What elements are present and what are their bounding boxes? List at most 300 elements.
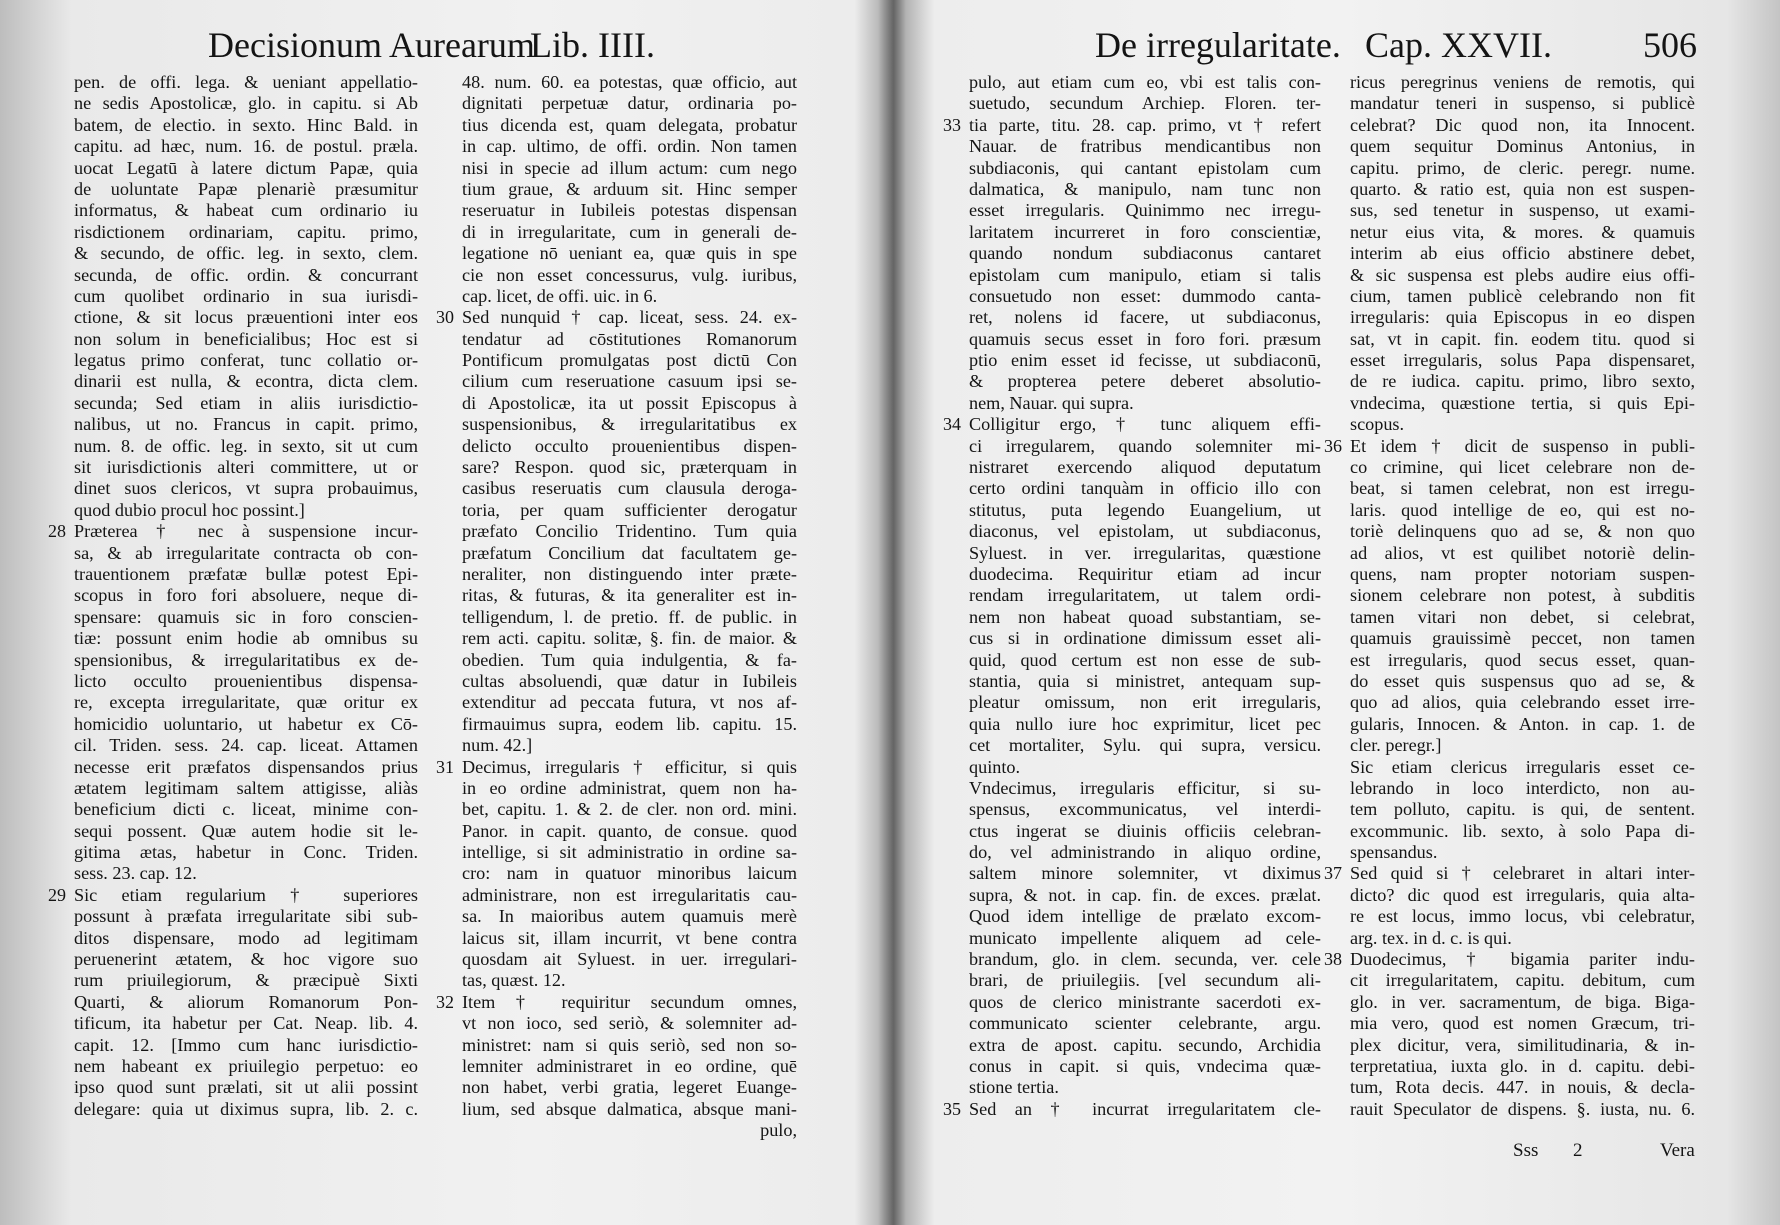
line-text: batem, de electio. in sexto. Hinc Bald. in [74,114,418,135]
line-text: obedien. Tum quia indulgentia, & fa- [462,649,797,670]
text-line [462,671,797,692]
line-text: capitu. ad hæc, num. 16. de postul. præla. [74,136,418,157]
text-line [969,265,1321,286]
text-line [1324,435,1695,457]
text-line [1350,842,1695,863]
text-line [462,136,797,157]
text-line [1350,329,1695,350]
line-text: præfatum Concilium dat facultatem ge- [462,542,797,563]
text-line [1350,371,1695,392]
line-text: quarto. & ratio est, quia non est suspen- [1350,178,1695,199]
line-text: re est locus, immo locus, vbi celebratur, [1350,906,1695,927]
text-line [74,93,418,114]
line-text: præfato Concilio Tridentino. Tum quia [462,521,797,542]
text-line [74,692,418,713]
text-line [74,714,418,735]
text-line [462,243,797,264]
text-line [969,885,1321,906]
text-line [74,564,418,585]
text-line [462,692,797,713]
line-text: plex dicitur, vera, similitudinaria, & in- [1350,1034,1695,1055]
line-text: Quod idem intellige de prælato excom- [969,906,1321,927]
text-line [969,222,1321,243]
text-line [1350,1013,1695,1034]
line-text: cap. licet, de offi. uic. in 6. [462,285,658,306]
line-text: Quarti, & aliorum Romanorum Pon- [74,991,418,1012]
text-line [462,222,797,243]
line-text: licto occulto prouenientibus dispensa- [74,670,418,691]
line-text: tendatur ad cōstitutiones Romanorum [462,328,797,349]
line-text: celebrat? Dic quod non, ita Innocent. [1350,114,1695,135]
text-line [74,543,418,564]
text-line [969,970,1321,991]
text-line [462,543,797,564]
line-text: rem acti. capitu. solitæ, §. fin. de maior. & [462,628,797,649]
line-text: sa, & ab irregularitate contracta ob con- [74,542,418,563]
text-line [969,735,1321,756]
text-line [74,115,418,136]
line-text: lebrando in loco interdicto, non au- [1350,777,1695,798]
marginal-number: 35 [943,1098,961,1119]
text-line [74,1077,418,1098]
line-text: tificum, ita habetur per Cat. Neap. lib. 4. [74,1013,418,1034]
line-text: duodecima. Requiritur etiam ad incur [969,563,1321,584]
text-line [462,500,797,521]
line-text: spensare: quamuis sic in foro conscien- [74,606,418,627]
line-text: rendam irregularitatem, ut talem ordi- [969,585,1321,606]
text-line [462,414,797,435]
text-line [462,371,797,392]
text-line [1350,158,1695,179]
text-line [1350,970,1695,991]
line-text: lium, sed absque dalmatica, absque mani- [462,1098,797,1119]
text-line [74,72,418,93]
line-text: num. 42.] [462,735,533,756]
text-line [74,735,418,756]
line-text: quos de clerico ministrante sacerdoti ex- [969,991,1321,1012]
line-text: Vndecimus, irregularis efficitur, si su- [969,777,1321,798]
text-line [462,799,797,820]
text-line [462,1077,797,1098]
line-text: administrare, non est irregularitatis cau- [462,884,797,905]
line-text: tas, quæst. 12. [462,970,566,991]
line-text: informatus, & habeat cum ordinario iu [74,200,418,221]
text-line [74,350,418,371]
line-text: gularis, Innocen. & Anton. in cap. 1. de [1350,713,1695,734]
line-text: quem sequitur Dominus Antonius, in [1350,136,1695,157]
text-line [74,478,418,499]
text-line [74,200,418,221]
text-line [74,286,418,307]
text-line [969,778,1321,799]
text-line [1350,179,1695,200]
text-line [462,1035,797,1056]
line-text: saltem minore solemniter, vt diximus [969,863,1321,884]
text-line [1350,692,1695,713]
text-line [462,179,797,200]
text-line [74,1035,418,1056]
line-text: interim ab eius officio abstinere debet, [1350,243,1695,264]
text-line [74,179,418,200]
line-text: uocat Legatū à latere dictum Papæ, quia [74,157,418,178]
line-text: Panor. in capit. quanto, de consue. quod [462,820,797,841]
line-text: cie non esset concessurus, vulg. iuribus, [462,264,797,285]
marginal-number: 32 [436,991,454,1012]
text-line [462,436,797,457]
catchword: Vera [1660,1140,1695,1161]
text-line [969,478,1321,499]
line-text: conus in capit. si quis, vndecima quæ- [969,1055,1321,1076]
marginal-number: 37 [1324,863,1342,884]
line-text: stantia, quia si ministret, antequam sup- [969,670,1321,691]
text-line [1350,714,1695,735]
line-text: laicus sit, illam incurrit, vt bene contra [462,927,797,948]
line-text: quamuis secus esset in foro fori. præsum [969,328,1321,349]
line-text: Syluest. in ver. irregularitas, quæstione [969,542,1321,563]
line-text: cium, tamen publicè celebrando non fit [1350,285,1695,306]
line-text: Sed an † incurrat irregularitatem cle- [969,1098,1321,1119]
text-line [74,757,418,778]
text-line [74,778,418,799]
text-line [969,992,1321,1013]
line-text: ctus ingerat se diuinis officiis celebran- [969,820,1321,841]
line-text: pleatur omissum, non erit irregularis, [969,692,1321,713]
line-text: ritas, & futuras, & ita generaliter est in- [462,585,797,606]
left-running-head [0,22,880,68]
line-text: beat, si tamen celebrat, non est irregu- [1350,478,1695,499]
text-line [74,393,418,414]
text-line [969,628,1321,649]
line-text: communicato scienter celebrante, argu. [969,1013,1321,1034]
line-text: Sic etiam clericus irregularis esset ce- [1350,756,1695,777]
line-text: co crimine, qui licet celebrare non de- [1350,457,1695,478]
left-page [0,0,880,1225]
text-line [74,457,418,478]
text-line [74,307,418,328]
text-line [436,307,797,328]
text-line [1350,906,1695,927]
text-line [969,350,1321,371]
line-text: dignitati perpetuæ datur, ordinaria po- [462,93,797,114]
line-text: vt non ioco, sed seriò, & solemniter ad- [462,1013,797,1034]
line-text: reseruatur in Iubileis potestas dispensan [462,200,797,221]
line-text: glo. in ver. sacramentum, de biga. Biga- [1350,991,1695,1012]
text-line [1350,757,1695,778]
line-text: ci irregularem, quando solemniter mi- [969,435,1321,456]
text-line [74,158,418,179]
line-text: terpretatiua, iuxta glo. in d. capitu. debi- [1350,1055,1695,1076]
text-line [1350,521,1695,542]
text-line [1350,222,1695,243]
text-line [74,136,418,157]
line-text: secunda, de offic. ordin. & concurrant [74,264,418,285]
text-line [462,607,797,628]
line-text: vndecima, quæstione tertia, si quis Epi- [1350,392,1695,413]
line-text: esset irregularis, solus Papa dispensaret, [1350,350,1695,371]
line-text: nem, Nauar. qui supra. [969,392,1134,413]
text-line [1350,414,1695,435]
line-text: laritatem incurreret in foro conscientiæ, [969,221,1321,242]
text-line [1350,671,1695,692]
line-text: netur eius vita, & mores. & quamuis [1350,221,1695,242]
right-header-title: De irregularitate. [1095,25,1341,65]
text-line [969,1056,1321,1077]
line-text: ætatem legitimam saltem attigisse, aliàs [74,777,418,798]
line-text: cus si in ordinatione dimissum esset ali- [969,628,1321,649]
text-line [969,799,1321,820]
line-text: dicto? dic quod est irregularis, quia alta- [1350,884,1695,905]
line-text: trauentionem præfatæ bullæ potest Epi- [74,563,418,584]
right-column-2 [1324,72,1695,1120]
line-text: cet mortaliter, Sylu. qui supra, versicu. [969,735,1321,756]
line-text: non solum in beneficialibus; Hoc est si [74,328,418,349]
text-line [462,393,797,414]
text-line [462,821,797,842]
text-line [74,1056,418,1077]
line-text: dinarii est nulla, & econtra, dicta clem. [74,371,418,392]
text-line [1350,72,1695,93]
text-line [1350,350,1695,371]
text-line [74,371,418,392]
text-line [1350,265,1695,286]
line-text: sat, vt in capit. fin. eodem titu. quod si [1350,328,1695,349]
left-column-1 [48,72,418,1120]
line-text: quid, quod certum est non esse de sub- [969,649,1321,670]
text-line [74,671,418,692]
marginal-number: 28 [48,521,66,542]
text-line [969,564,1321,585]
line-text: telligendum, l. de pretio. ff. de public. in [462,606,797,627]
text-line [1350,478,1695,499]
line-text: nem non habeat quoad substantiam, se- [969,606,1321,627]
line-text: spensus, excommunicatus, vel interdi- [969,799,1321,820]
line-text: 48. num. 60. ea potestas, quæ officio, aut [462,72,797,92]
marginal-number: 30 [436,307,454,328]
text-line [969,543,1321,564]
text-line [969,436,1321,457]
line-text: cultas absoluendi, quæ datur in Iubileis [462,670,797,691]
line-text: pulo, aut etiam cum eo, vbi est talis con- [969,72,1321,92]
text-line [969,158,1321,179]
line-text: brandum, glo. in clem. secunda, ver. cele [969,949,1321,970]
line-text: extenditur ad peccata futura, vt nos af- [462,692,797,713]
line-text: subdiaconis, qui cantant epistolam cum [969,157,1321,178]
line-text: mandatur teneri in suspenso, si publicè [1350,93,1695,114]
line-text: cil. Triden. sess. 24. cap. liceat. Attamen [74,735,418,756]
text-line [969,1013,1321,1034]
text-line [943,414,1321,435]
book-gutter [878,0,906,1225]
line-text: diaconus, vel epistolam, ut subdiaconus, [969,521,1321,542]
text-line [74,1013,418,1034]
line-text: Item † requiritur secundum omnes, [462,991,797,1012]
text-line [462,970,797,991]
line-text: quando nondum subdiaconus cantaret [969,243,1321,264]
right-page [905,0,1780,1225]
line-text: laris. quod intellige de eo, qui est no- [1350,499,1695,520]
line-text: do esset quis suspensus quo ad se, & [1350,670,1695,691]
line-text: ret, nolens id facere, ut subdiaconus, [969,307,1321,328]
line-text: rum priuilegiorum, & præcipuè Sixti [74,970,418,991]
text-line [462,735,797,756]
line-text: cro: nam in quatuor minoribus laicum [462,863,797,884]
line-text: Præterea † nec à suspensione incur- [74,521,418,542]
text-line [969,136,1321,157]
left-column-2 [436,72,797,1142]
text-line [1350,564,1695,585]
marginal-number: 29 [48,884,66,905]
line-text: di in irregularitate, cum in generali de- [462,221,797,242]
text-line [1350,628,1695,649]
text-line [943,1098,1321,1120]
line-text: rauit Speculator de dispens. §. iusta, nu. 6. [1350,1098,1695,1119]
text-line [1350,928,1695,949]
line-text: non habet, verbi gratia, legeret Euange- [462,1077,797,1098]
text-line [462,842,797,863]
text-line [462,885,797,906]
line-text: tum, Rota decis. 447. in nouis, & decla- [1350,1077,1695,1098]
line-text: sionem celebrare non potest, à subditis [1350,585,1695,606]
text-line [74,436,418,457]
line-text: scopus in foro fori absoluere, neque di- [74,585,418,606]
line-text: Nauar. de fratribus mendicantibus non [969,136,1321,157]
line-text: neraliter, non distinguendo inter præte- [462,563,797,584]
text-line [969,821,1321,842]
line-text: mia vero, quod est nomen Græcum, tri- [1350,1013,1695,1034]
signature-number: 2 [1573,1140,1583,1161]
line-text: spensionibus, & irregularitatibus ex de- [74,649,418,670]
line-text: casibus reseruatis cum clausula deroga- [462,478,797,499]
text-line [1350,799,1695,820]
text-line [462,714,797,735]
line-text: nem habeant ex priuilegio perpetuo: eo [74,1055,418,1076]
line-text: toriè delinquens quo ad se, & non quo [1350,521,1695,542]
line-text: Et idem † dicit de suspenso in publi- [1350,435,1695,456]
text-line [1350,200,1695,221]
text-line [462,949,797,970]
line-text: nisi in specie ad illum actum: cum nego [462,157,797,178]
text-line [462,1099,797,1120]
line-text: capitu. primo, de cleric. peregr. nume. [1350,157,1695,178]
line-text: secunda; Sed etiam in aliis iurisdictio- [74,392,418,413]
left-header-book: Lib. IIII. [530,25,655,65]
line-text: ipso quod sunt prælati, sit ut alii possint [74,1077,418,1098]
line-text: stione tertia. [969,1077,1059,1098]
text-line [1350,885,1695,906]
text-line [969,371,1321,392]
text-line [74,842,418,863]
text-line [1350,735,1695,756]
text-line [1350,585,1695,606]
line-text: tamen vitari non debet, si celebrat, [1350,606,1695,627]
line-text: epistolam cum manipulo, etiam si talis [969,264,1321,285]
text-line [48,884,418,906]
text-line [969,307,1321,328]
line-text: stitutus, puta legendo Euangelium, ut [969,499,1321,520]
text-line [74,607,418,628]
text-line [969,692,1321,713]
text-line [74,949,418,970]
page-number: 506 [1643,25,1697,65]
line-text: consuetudo non esset: dummodo canta- [969,285,1321,306]
line-text: ministret: nam si quis seriò, sed non so- [462,1034,797,1055]
line-text: quens, nam propter notoriam suspen- [1350,563,1695,584]
text-line [462,265,797,286]
text-line [969,393,1321,414]
text-line [1350,93,1695,114]
text-line [74,863,418,884]
line-text: tium graue, & arduum sit. Hinc semper [462,178,797,199]
line-text: capit. 12. [Immo cum hanc iurisdictio- [74,1034,418,1055]
line-text: & propterea petere deberet absolutio- [969,371,1321,392]
line-text: legatione nō ueniant ea, quæ quis in spe [462,243,797,264]
line-text: num. 8. de offic. leg. in sexto, sit ut cum [74,435,418,456]
line-text: necesse erit præfatos dispensandos prius [74,756,418,777]
line-text: in eo ordine administrat, quem non ha- [462,777,797,798]
text-line [969,243,1321,264]
line-text: tem polluto, capitu. is qui, de sentent. [1350,799,1695,820]
line-text: Pontificum promulgatas post dictū Con [462,350,797,371]
line-text: intellige, si sit administratio in ordine sa- [462,842,797,863]
line-text: sus, sed tenetur in suspenso, ut exami- [1350,200,1695,221]
text-line [969,906,1321,927]
text-line [969,650,1321,671]
text-line [74,265,418,286]
line-text: arg. tex. in d. c. is qui. [1350,927,1512,948]
text-line [436,756,797,778]
text-line [1350,286,1695,307]
line-text: delicto occulto prouenientibus dispen- [462,435,797,456]
line-text: delegare: quia ut diximus supra, lib. 2. c. [74,1098,418,1119]
text-line [1350,457,1695,478]
line-text: irregularis: quia Episcopus in eo dispen [1350,307,1695,328]
text-line [462,928,797,949]
text-line [462,478,797,499]
text-line [74,222,418,243]
text-line [1350,136,1695,157]
line-text: do, vel administrando in aliquo ordine, [969,842,1321,863]
text-line [1350,307,1695,328]
line-text: quosdam ait Syluest. in uer. irregulari- [462,949,797,970]
right-running-head [905,22,1780,68]
text-line [969,714,1321,735]
line-text: lemniter administraret in eo ordine, quē [462,1055,797,1076]
text-line [969,1077,1321,1098]
text-line [1350,393,1695,414]
line-text: excommunic. lib. sexto, à solo Papa di- [1350,820,1695,841]
line-text: di Apostolicæ, ita ut possit Episcopus à [462,392,797,413]
line-text: homicidio uoluntario, ut habetur ex Cō- [74,713,418,734]
marginal-number: 38 [1324,949,1342,970]
line-text: scopus. [1350,414,1405,435]
text-line [969,757,1321,778]
text-line [1324,863,1695,884]
line-text: bet, capitu. 1. & 2. de cler. non ord. mini. [462,799,797,820]
text-line [462,115,797,136]
text-line [74,414,418,435]
text-line [462,863,797,884]
text-line [462,286,797,307]
text-line [462,1056,797,1077]
text-line [48,521,418,542]
text-line [462,778,797,799]
line-text: brari, de priuilegiis. [vel secundum ali- [969,970,1321,991]
line-text: supra, & not. in cap. fin. de exces. prælat. [969,884,1321,905]
signature-mark: Sss [1513,1140,1539,1161]
line-text: quinto. [969,756,1021,777]
line-text: cler. peregr.] [1350,735,1442,756]
text-line [1350,821,1695,842]
